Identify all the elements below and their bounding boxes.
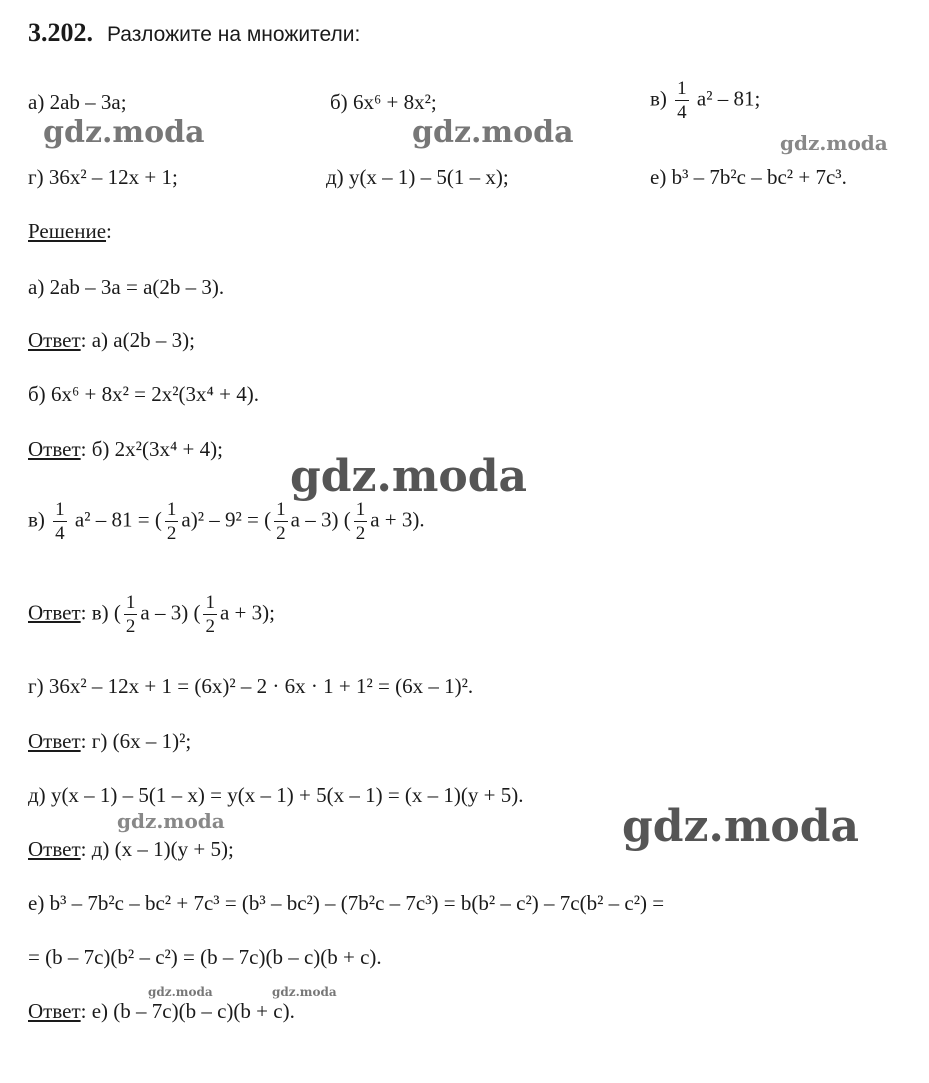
fraction-numerator: 1 [55, 499, 65, 520]
solution-heading-text: Решение [28, 219, 107, 243]
fraction-quarter [53, 500, 67, 543]
solution-b-label: б) [28, 382, 46, 406]
fraction-denominator: 2 [125, 616, 136, 637]
solution-g-label: г) [28, 674, 44, 698]
task-a [28, 92, 127, 113]
solution-v-part2: a)² – 9² = ( [181, 507, 272, 532]
task-g-label: г) [28, 165, 44, 189]
fraction-numerator: 1 [205, 592, 215, 613]
fraction-denominator: 4 [55, 523, 65, 544]
solution-heading-colon: : [106, 219, 112, 243]
fraction-half [354, 500, 368, 543]
solution-a [28, 277, 224, 298]
solution-v-part3: a – 3) ( [290, 507, 351, 532]
answer-word: Ответ [28, 837, 81, 861]
task-d-expr: y(x – 1) – 5(1 – x); [348, 165, 509, 189]
problem-number: 3.202. [28, 18, 93, 47]
solution-a-label: а) [28, 275, 45, 299]
fraction-half [165, 500, 179, 543]
task-e-label: е) [650, 165, 667, 189]
task-d [326, 167, 509, 188]
task-b-label: б) [330, 90, 348, 114]
task-b-expr: 6x⁶ + 8x²; [352, 90, 437, 114]
answer-v-part2: a – 3) ( [140, 600, 201, 625]
answer-a-text: а) a(2b – 3); [91, 328, 195, 352]
answer-word: Ответ [28, 328, 81, 352]
fraction-numerator: 1 [125, 592, 136, 613]
solution-e-line1 [28, 893, 664, 914]
fraction-half [274, 500, 288, 543]
answer-v: Ответ: в) ( $\frac{1}{2}$ a – 3) ( $\frac{1}{2}$ a + 3); [28, 592, 275, 637]
fraction-denominator: 2 [355, 523, 366, 544]
watermark: gdz.moda [780, 131, 888, 155]
answer-word: Ответ [28, 600, 81, 625]
solution-d [28, 785, 523, 806]
answer-a: Ответ: а) a(2b – 3); [28, 328, 195, 352]
task-e [650, 167, 847, 188]
answer-v-part1: в) ( [91, 600, 121, 625]
solution-v [28, 500, 425, 543]
answer-v-part3: a + 3); [219, 600, 275, 625]
fraction-denominator: 4 [677, 102, 687, 123]
solution-b-expr: 6x⁶ + 8x² = 2x²(3x⁴ + 4). [50, 382, 259, 406]
task-v-fraction [675, 79, 689, 122]
watermark: gdz.moda [412, 115, 574, 150]
fraction-numerator: 1 [166, 499, 177, 520]
task-v-label: в) [650, 86, 667, 111]
solution-b [28, 384, 259, 405]
problem-header [28, 20, 360, 46]
answer-d: Ответ: д) (x – 1)(y + 5); [28, 837, 234, 861]
task-d-label: д) [326, 165, 344, 189]
solution-e-expr2: = (b – 7c)(b² – c²) = (b – 7c)(b – c)(b + c). [28, 945, 382, 969]
solution-d-expr: y(x – 1) – 5(1 – x) = y(x – 1) + 5(x – 1) = (x – 1)(y + 5). [50, 783, 524, 807]
task-v [650, 79, 760, 122]
watermark: gdz.moda [148, 985, 213, 999]
answer-word: Ответ [28, 729, 81, 753]
problem-title: Разложите на множители: [107, 23, 361, 46]
answer-e-text: е) (b – 7c)(b – c)(b + c). [91, 999, 295, 1023]
fraction-half [124, 593, 138, 636]
fraction-denominator: 2 [276, 523, 286, 544]
solution-g [28, 676, 473, 697]
fraction-denominator: 2 [205, 616, 215, 637]
answer-e: Ответ: е) (b – 7c)(b – c)(b + c). [28, 999, 295, 1023]
solution-v-part1: a² – 81 = ( [74, 507, 162, 532]
fraction-denominator: 2 [166, 523, 177, 544]
solution-e-expr1: b³ – 7b²c – bc² + 7c³ = (b³ – bc²) – (7b²c – 7c³) = b(b² – c²) – 7c(b² – c²) = [49, 891, 665, 915]
task-a-label: а) [28, 90, 45, 114]
watermark: gdz.moda [290, 451, 528, 502]
solution-e-line2 [28, 947, 382, 968]
answer-g: Ответ: г) (6x – 1)²; [28, 729, 192, 753]
solution-d-label: д) [28, 783, 46, 807]
task-a-expr: 2ab – 3a; [49, 90, 127, 114]
solution-heading [28, 221, 112, 242]
answer-b: Ответ: б) 2x²(3x⁴ + 4); [28, 437, 223, 461]
task-b [330, 92, 437, 113]
watermark: gdz.moda [43, 115, 205, 150]
fraction-numerator: 1 [677, 78, 687, 99]
fraction-half [203, 593, 217, 636]
fraction-numerator: 1 [355, 499, 366, 520]
solution-g-expr: 36x² – 12x + 1 = (6x)² – 2 · 6x · 1 + 1² = (6x – 1)². [48, 674, 474, 698]
task-e-expr: b³ – 7b²c – bc² + 7c³. [671, 165, 847, 189]
solution-v-label: в) [28, 507, 45, 532]
answer-g-text: г) (6x – 1)²; [91, 729, 192, 753]
task-g-expr: 36x² – 12x + 1; [48, 165, 178, 189]
task-g [28, 167, 178, 188]
answer-word: Ответ [28, 437, 81, 461]
watermark: gdz.moda [117, 809, 225, 833]
fraction-numerator: 1 [276, 499, 286, 520]
answer-word: Ответ [28, 999, 81, 1023]
answer-b-text: б) 2x²(3x⁴ + 4); [91, 437, 223, 461]
solution-v-part4: a + 3). [370, 507, 425, 532]
solution-e-label: е) [28, 891, 45, 915]
solution-a-expr: 2ab – 3a = a(2b – 3). [49, 275, 225, 299]
answer-d-text: д) (x – 1)(y + 5); [91, 837, 234, 861]
watermark: gdz.moda [272, 985, 337, 999]
watermark: gdz.moda [622, 801, 860, 852]
task-v-expr: a² – 81; [696, 86, 761, 111]
